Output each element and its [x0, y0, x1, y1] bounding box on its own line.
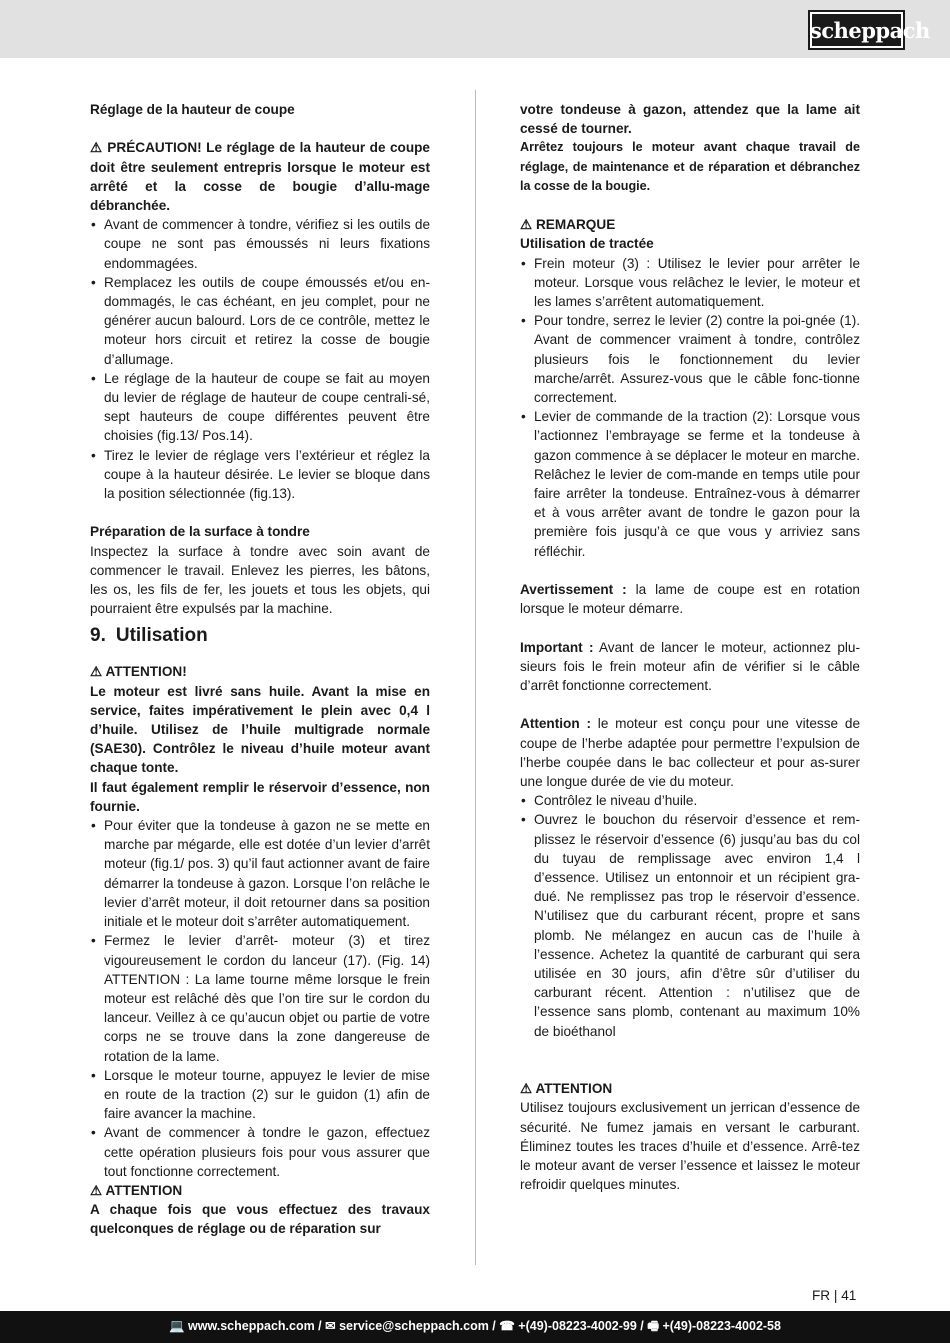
attention-title-2: ⚠ ATTENTION — [90, 1182, 183, 1198]
section-title-cutting-height: Réglage de la hauteur de coupe — [90, 102, 295, 117]
section-title-preparation: Préparation de la surface à tondre — [90, 524, 310, 540]
attention-paragraph — [520, 714, 860, 791]
utilisation-list — [90, 816, 430, 1181]
remark-title: ⚠ REMARQUE — [520, 217, 616, 233]
attention-text-fuel: Il faut également remplir le réservoir d’essence, non fournie. — [90, 779, 430, 814]
list-item: • Contrôlez le niveau d’huile. — [520, 791, 860, 810]
warning-label: Avertissement : — [520, 582, 627, 598]
attention-title: ⚠ ATTENTION! — [90, 664, 187, 680]
list-item: • Lorsque le moteur tourne, appuyez le levier de mise en route de la traction (2) sur le guidon (1) afin de faire avancer la machine. — [90, 1066, 430, 1124]
list-item: • Remplacez les outils de coupe émoussés et/ou en-dommagés, le cas échéant, en jeu complet, pour ne générer aucun balourd. Lors de ce contrôle, mettez le moteur hors circuit et retirez la cosse de bougie d’allumage. — [90, 273, 430, 369]
list-item: • Fermez le levier d’arrêt- moteur (3) et tirez vigoureusement le cordon du lanceur (17). (Fig. 14) ATTENTION : La lame tourne même lorsque le frein moteur est relâché dès que l’on tire sur le cordon du lanceur. Veillez à ce qu’aucun objet ou partie de votre corps ne se trouve dans la zone dangereuse de rotation de la lame. — [90, 931, 430, 1065]
page-number: FR | 41 — [812, 1288, 857, 1303]
footer-contact: 💻 www.scheppach.com / ✉ service@scheppach.com / ☎ +(49)-08223-4002-99 / 🖷 +(49)-08223-4002-58 — [169, 1319, 781, 1333]
warning-text: la lame de coupe est en rotation lorsque le moteur démarre. — [520, 582, 860, 617]
list-item: • Levier de commande de la traction (2): Lorsque vous l’actionnez l’embrayage se ferme et la tondeuse à gazon commence à se déplacer le moteur en marche. Relâchez le levier de com-mande en temps utile pour faire arrêter la tondeuse. Entraînez-vous à démarrer et à vous arrêter avant de tondre le gazon pour la première fois jusqu’à ce que vous y arriviez sans réfléchir. — [520, 407, 860, 561]
column-divider — [475, 90, 476, 1265]
chapter-heading — [90, 624, 430, 648]
brand-logo: scheppach — [808, 10, 905, 50]
left-column — [90, 100, 430, 1239]
important-label: Important : — [520, 639, 594, 655]
attention-label: Attention : — [520, 716, 591, 732]
cutting-height-list — [90, 215, 430, 503]
caution-text: ⚠ PRÉCAUTION! Le réglage de la hauteur de coupe doit être seulement entrepris lorsque le moteur est arrêté et la cosse de bougie d’allu-mage débranchée. — [90, 140, 430, 213]
attention-text: le moteur est conçu pour une vitesse de coupe de l’herbe adaptée pour permettre l’expulsion de l’herbe coupée dans le bac collecteur et pour as-surer une longue durée de vie du moteur. — [520, 716, 861, 790]
list-item: • Tirez le levier de réglage vers l’extérieur et réglez la coupe à la hauteur désirée. Le levier se bloque dans la position sélectionnée (fig.13). — [90, 446, 430, 504]
chapter-number: 9. — [90, 625, 106, 647]
list-item: • Ouvrez le bouchon du réservoir d’essence et rem-plissez le réservoir d’essence (6) jusqu’au bas du col du tuyau de remplissage avec environ 1,4 l d’essence. Utilisez un entonnoir et un récipient gra-dué. Ne remplissez pas trop le réservoir d’essence. N’utilisez que du carburant récent, propre et sans plomb. Ne mélangez en aucun cas de l’huile à l’essence. Achetez la quantité de carburant qui sera utilisée en 30 jours, afin d’être sûr d’utiliser du carburant récent. Attention : n’utilisez que de l’essence sans plomb, contenant au maximum 10% de bioéthanol — [520, 810, 860, 1040]
remark-subtitle: Utilisation de tractée — [520, 236, 654, 252]
list-item: • Avant de commencer à tondre, vérifiez si les outils de coupe ne sont pas émoussés ni leurs fixations endommagées. — [90, 215, 430, 273]
list-item: • Frein moteur (3) : Utilisez le levier pour arrêter le moteur. Lorsque vous relâchez le levier, le moteur et les lames s’arrêtent automatiquement. — [520, 254, 860, 312]
attention-text-2: A chaque fois que vous effectuez des travaux quelconques de réglage ou de réparation sur — [90, 1202, 430, 1237]
right-column — [520, 100, 860, 1194]
stop-engine-text: Arrêtez toujours le moteur avant chaque travail de réglage, de maintenance et de réparation et débranchez la cosse de la bougie. — [520, 140, 860, 193]
preparation-text: Inspectez la surface à tondre avec soin avant de commencer le travail. Enlevez les pierres, les bâtons, les os, les fils de fer, les jouets et tous les objets, qui pourraient être expulsés par la machine. — [90, 543, 430, 617]
page-header — [0, 0, 950, 58]
important-paragraph — [520, 638, 860, 696]
important-text: Avant de lancer le moteur, actionnez plu-sieurs fois le frein moteur afin de vérifier si le câble d’arrêt fonctionne correctement. — [520, 639, 860, 694]
warning-paragraph — [520, 580, 860, 618]
final-attention-text: Utilisez toujours exclusivement un jerrican d’essence de sécurité. Ne fumez jamais en versant le carburant. Éliminez toutes les traces d’huile et d’essence. Arrê-tez le moteur avant de verser l’essence et laissez le moteur refroidir quelques minutes. — [520, 1100, 860, 1193]
list-item: • Le réglage de la hauteur de coupe se fait au moyen du levier de réglage de hauteur de coupe centrali-sé, sept hauteurs de coupe différentes peuvent être choisies (fig.13/ Pos.14). — [90, 369, 430, 446]
page-footer — [0, 1311, 950, 1343]
chapter-title: Utilisation — [115, 625, 208, 647]
attention-text-oil: Le moteur est livré sans huile. Avant la mise en service, faites impérativement le plein avec 0,4 l d’huile. Utilisez de l’huile multigrade normale (SAE30). Contrôlez le niveau d’huile moteur avant chaque tonte. — [90, 683, 430, 776]
list-item: • Pour tondre, serrez le levier (2) contre la poi-gnée (1). Avant de commencer vraiment à tondre, contrôlez plusieurs fois le fonctionnement du levier marche/arrêt. Assurez-vous que le câble fonc-tionne correctement. — [520, 311, 860, 407]
remark-list — [520, 254, 860, 561]
list-item: • Avant de commencer à tondre le gazon, effectuez cette opération plusieurs fois pour vous assurer que tout fonctionne correctement. — [90, 1123, 430, 1181]
fuel-list — [520, 791, 860, 1041]
final-attention-title: ⚠ ATTENTION — [520, 1081, 613, 1097]
list-item: • Pour éviter que la tondeuse à gazon ne se mette en marche par mégarde, elle est dotée d’un levier d’arrêt moteur (fig.1/ pos. 3) qu’il faut actionner avant de faire démarrer la tondeuse à gazon. Lorsque l’on relâche le levier d’arrêt moteur, il doit retourner dans sa position initiale et le moteur doit s’arrêter automatiquement. — [90, 816, 430, 931]
continued-text: votre tondeuse à gazon, attendez que la lame ait cessé de tourner. — [520, 102, 860, 137]
